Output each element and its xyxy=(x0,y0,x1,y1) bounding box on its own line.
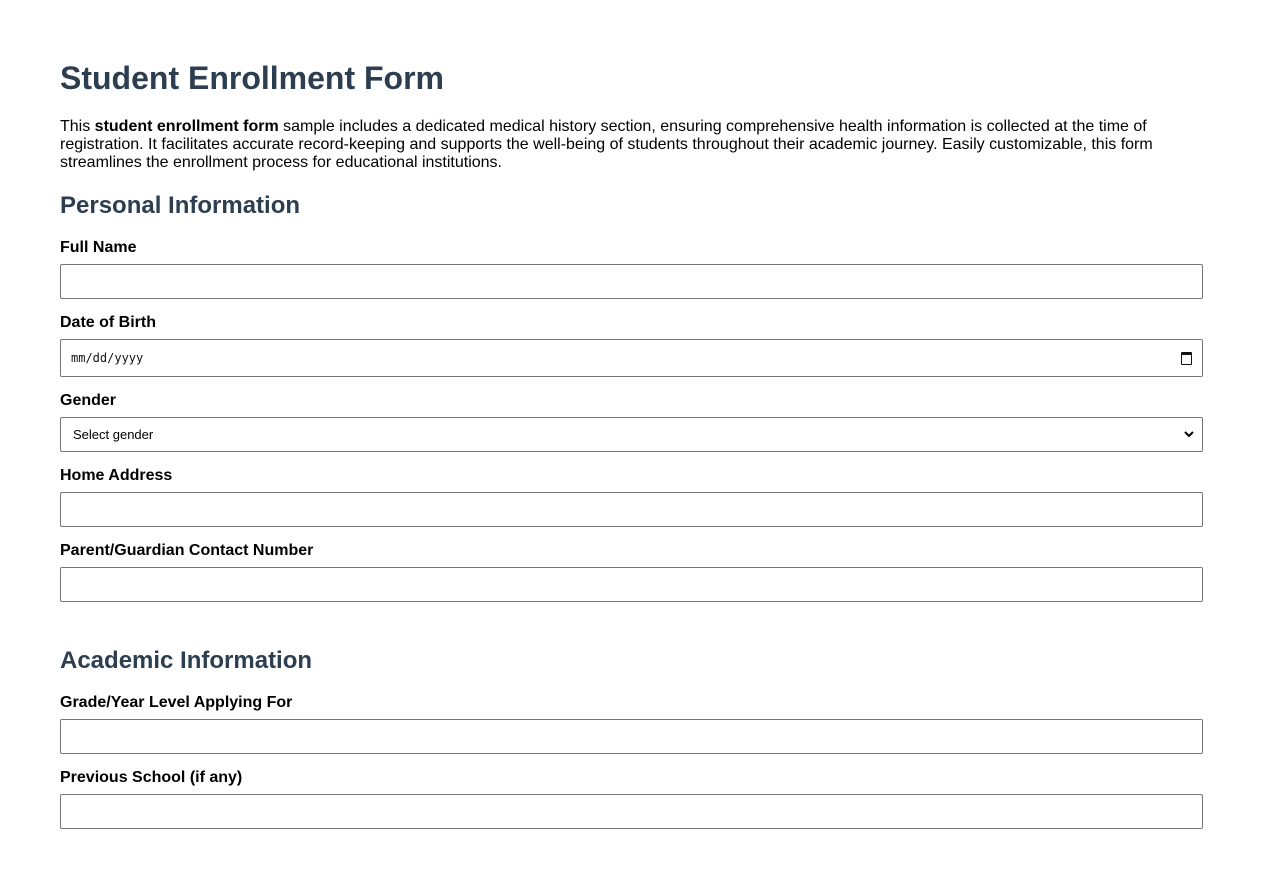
intro-post: sample includes a dedicated medical history section, ensuring comprehensive health information is collected at the time of registration. It facilitates accurate record-keeping and supports the well-being of students throughout their academic journey. Easily customizable, this form streamlines the enrollment process for educational institutions. xyxy=(60,118,1153,171)
page-title: Student Enrollment Form xyxy=(60,60,444,96)
contact-label: Parent/Guardian Contact Number xyxy=(60,542,314,559)
gender-label: Gender xyxy=(60,392,117,409)
intro-pre: This xyxy=(60,118,95,135)
personal-heading: Personal Information xyxy=(60,192,301,219)
dob-label: Date of Birth xyxy=(60,314,156,331)
full-name-label: Full Name xyxy=(60,239,137,256)
address-input[interactable] xyxy=(60,492,1203,527)
dob-input[interactable] xyxy=(60,339,1203,377)
previous-school-label: Previous School (if any) xyxy=(60,769,243,786)
chevron-down-icon xyxy=(1184,431,1194,438)
gender-select[interactable] xyxy=(60,417,1203,452)
grade-label: Grade/Year Level Applying For xyxy=(60,694,293,711)
grade-input[interactable] xyxy=(60,719,1203,754)
dob-placeholder: mm/dd/yyyy xyxy=(71,351,144,365)
contact-input[interactable] xyxy=(60,567,1203,602)
calendar-icon[interactable] xyxy=(1181,352,1192,365)
address-label: Home Address xyxy=(60,467,173,484)
intro-bold: student enrollment form xyxy=(94,118,279,135)
full-name-input[interactable] xyxy=(60,264,1203,299)
academic-heading: Academic Information xyxy=(60,647,313,674)
intro-text xyxy=(60,118,1203,172)
gender-selected: Select gender xyxy=(73,427,154,442)
previous-school-input[interactable] xyxy=(60,794,1203,829)
